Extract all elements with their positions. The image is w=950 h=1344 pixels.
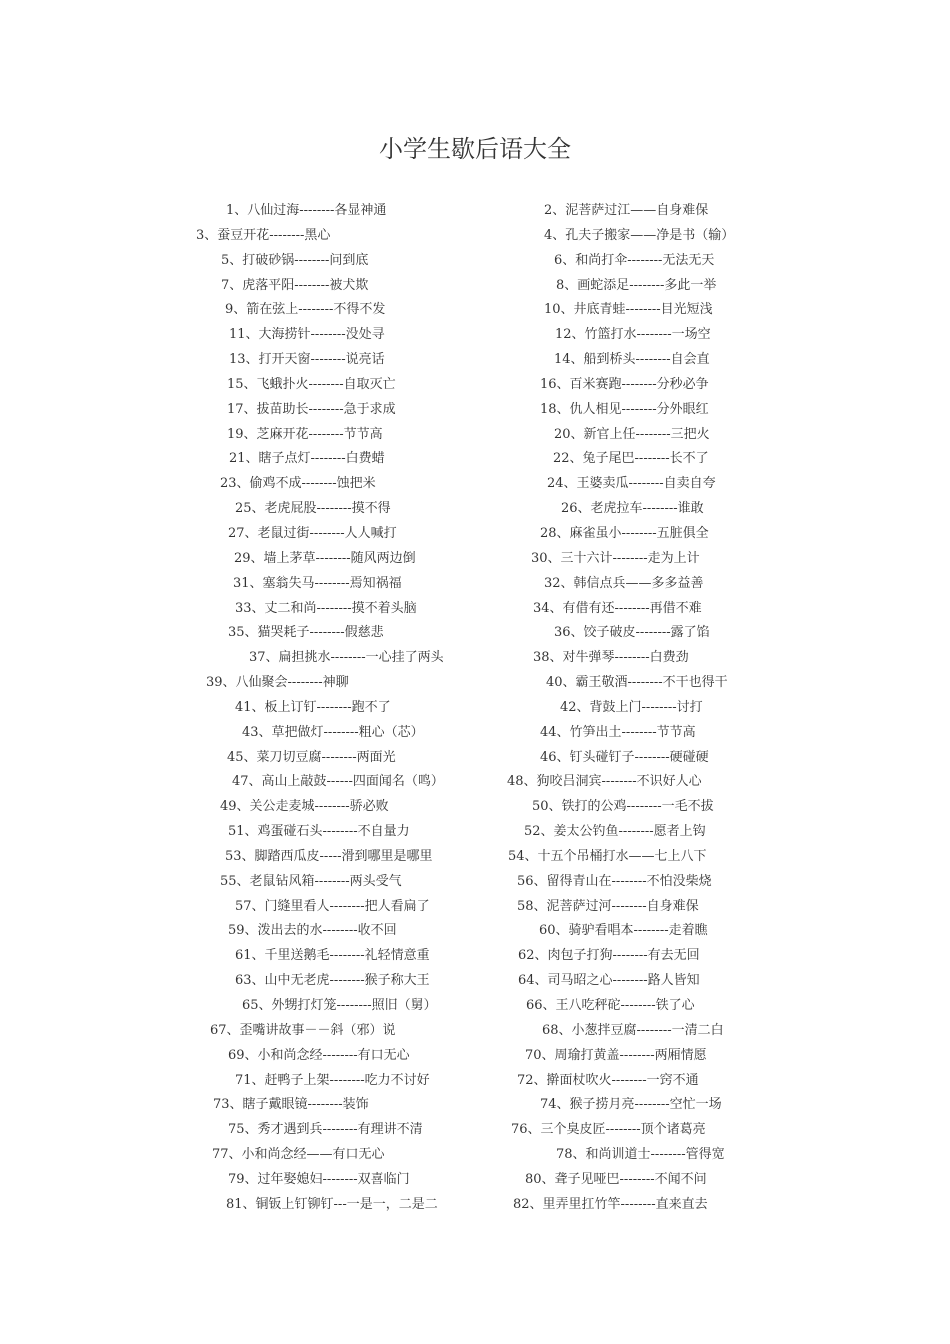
entry-row (0, 1093, 950, 1118)
entry-row (0, 671, 950, 696)
entry-row (0, 944, 950, 969)
proverb-entry-right: 32、韩信点兵——多多益善 (544, 575, 704, 591)
proverb-entry-left: 79、过年娶媳妇--------双喜临门 (228, 1171, 410, 1187)
entry-row (0, 373, 950, 398)
entry-row (0, 472, 950, 497)
proverb-entry-right: 30、三十六计--------走为上计 (531, 550, 700, 566)
proverb-entry-right: 38、对牛弹琴--------白费劲 (533, 650, 689, 666)
proverb-entry-right: 56、留得青山在--------不怕没柴烧 (517, 873, 712, 889)
proverb-entry-right: 80、聋子见哑巴--------不闻不问 (525, 1171, 707, 1187)
entry-row (0, 795, 950, 820)
proverb-entry-right: 10、井底青蛙--------目光短浅 (544, 302, 713, 318)
proverb-entry-left: 7、虎落平阳--------被犬欺 (221, 277, 369, 293)
entry-row (0, 1168, 950, 1193)
proverb-entry-left: 55、老鼠钻风箱--------两头受气 (220, 873, 402, 889)
entry-row (0, 323, 950, 348)
proverb-entry-left: 45、菜刀切豆腐--------两面光 (227, 749, 396, 765)
proverb-entry-right: 22、兔子尾巴--------长不了 (553, 451, 709, 467)
proverb-entry-right: 70、周瑜打黄盖--------两厢情愿 (525, 1047, 707, 1063)
proverb-entry-right: 8、画蛇添足--------多此一举 (556, 277, 717, 293)
entry-row (0, 870, 950, 895)
proverb-entry-right: 74、猴子捞月亮--------空忙一场 (540, 1097, 722, 1113)
proverb-list (0, 199, 950, 1218)
proverb-entry-right: 52、姜太公钓鱼--------愿者上钩 (524, 824, 706, 840)
entry-row (0, 621, 950, 646)
proverb-entry-left: 53、脚踏西瓜皮-----滑到哪里是哪里 (225, 848, 433, 864)
proverb-entry-right: 68、小葱拌豆腐--------一清二白 (542, 1022, 724, 1038)
proverb-entry-left: 3、蚕豆开花--------黑心 (196, 227, 331, 243)
entry-row (0, 820, 950, 845)
proverb-entry-left: 31、塞翁失马--------焉知祸福 (233, 575, 402, 591)
proverb-entry-left: 49、关公走麦城--------骄必败 (220, 799, 389, 815)
proverb-entry-right: 44、竹笋出土--------节节高 (540, 724, 696, 740)
entry-row (0, 646, 950, 671)
proverb-entry-left: 75、秀才遇到兵--------有理讲不清 (228, 1122, 423, 1138)
entry-row (0, 298, 950, 323)
entry-row (0, 994, 950, 1019)
proverb-entry-left: 23、偷鸡不成--------蚀把米 (220, 476, 376, 492)
proverb-entry-right: 66、王八吃秤砣--------铁了心 (526, 998, 695, 1013)
proverb-entry-right: 6、和尚打伞--------无法无天 (554, 252, 715, 268)
proverb-entry-left: 61、千里送鹅毛--------礼轻情意重 (235, 948, 430, 964)
proverb-entry-right: 40、霸王敬酒--------不干也得干 (546, 675, 728, 691)
entry-row (0, 497, 950, 522)
proverb-entry-right: 36、饺子破皮--------露了馅 (554, 625, 710, 641)
page-title: 小学生歇后语大全 (379, 135, 571, 163)
entry-row (0, 1143, 950, 1168)
proverb-entry-right: 78、和尚训道士--------管得宽 (556, 1147, 725, 1163)
proverb-entry-right: 26、老虎拉车--------谁敢 (561, 501, 704, 517)
proverb-entry-left: 25、老虎屁股--------摸不得 (235, 501, 391, 517)
entry-row (0, 572, 950, 597)
proverb-entry-left: 35、猫哭耗子--------假慈悲 (228, 625, 384, 641)
proverb-entry-left: 51、鸡蛋碰石头--------不自量力 (228, 824, 410, 840)
proverb-entry-left: 15、飞蛾扑火--------自取灭亡 (227, 376, 396, 392)
proverb-entry-right: 82、里弄里扛竹竿--------直来直去 (513, 1196, 708, 1212)
proverb-entry-right: 4、孔夫子搬家——净是书（输） (544, 227, 735, 243)
entry-row (0, 895, 950, 920)
proverb-entry-right: 34、有借有还--------再借不难 (533, 600, 702, 616)
proverb-entry-left: 37、扁担挑水--------一心挂了两头 (249, 650, 444, 666)
entry-row (0, 249, 950, 274)
proverb-entry-left: 69、小和尚念经--------有口无心 (228, 1047, 410, 1063)
entry-row (0, 721, 950, 746)
proverb-entry-right: 2、泥菩萨过江——自身难保 (544, 203, 709, 218)
entry-row (0, 746, 950, 771)
proverb-entry-right: 64、司马昭之心--------路人皆知 (518, 973, 700, 989)
entry-row (0, 1019, 950, 1044)
proverb-entry-left: 65、外甥打灯笼--------照旧（舅） (242, 998, 437, 1013)
proverb-entry-right: 50、铁打的公鸡--------一毛不拔 (532, 799, 714, 815)
proverb-entry-left: 63、山中无老虎--------猴子称大王 (235, 973, 430, 989)
proverb-entry-left: 5、打破砂锅--------问到底 (221, 252, 369, 268)
entry-row (0, 348, 950, 373)
proverb-entry-right: 72、擀面杖吹火--------一窍不通 (517, 1072, 699, 1088)
proverb-entry-left: 1、八仙过海--------各显神通 (226, 203, 387, 218)
proverb-entry-right: 76、三个臭皮匠--------顶个诸葛亮 (511, 1122, 706, 1138)
entry-row (0, 199, 950, 224)
entry-row (0, 1044, 950, 1069)
proverb-entry-left: 47、高山上敲鼓------四面闻名（鸣） (232, 774, 444, 790)
proverb-entry-left: 57、门缝里看人--------把人看扁了 (235, 898, 430, 914)
proverb-entry-left: 11、大海捞针--------没处寻 (229, 327, 385, 343)
entry-row (0, 274, 950, 299)
proverb-entry-left: 41、板上订钉--------跑不了 (235, 699, 391, 715)
proverb-entry-right: 46、钉头碰钉子--------硬碰硬 (540, 749, 709, 765)
proverb-entry-left: 21、瞎子点灯--------白费蜡 (229, 451, 385, 467)
proverb-entry-left: 17、拔苗助长--------急于求成 (227, 401, 396, 417)
proverb-entry-right: 16、百米赛跑--------分秒必争 (540, 376, 709, 392)
entry-row (0, 845, 950, 870)
entry-row (0, 597, 950, 622)
proverb-entry-left: 77、小和尚念经——有口无心 (212, 1147, 385, 1163)
proverb-entry-right: 14、船到桥头--------自会直 (554, 352, 710, 368)
proverb-entry-left: 19、芝麻开花--------节节高 (227, 426, 383, 442)
entry-row (0, 398, 950, 423)
proverb-entry-left: 71、赶鸭子上架--------吃力不讨好 (235, 1072, 430, 1088)
proverb-entry-left: 27、老鼠过街--------人人喊打 (228, 525, 397, 541)
entry-row (0, 770, 950, 795)
proverb-entry-right: 60、骑驴看唱本--------走着瞧 (539, 923, 708, 939)
entry-row (0, 919, 950, 944)
proverb-entry-left: 29、墙上茅草--------随风两边倒 (234, 550, 416, 566)
proverb-entry-left: 9、箭在弦上--------不得不发 (225, 302, 386, 318)
entry-row (0, 969, 950, 994)
proverb-entry-right: 58、泥菩萨过河--------自身难保 (517, 898, 699, 914)
entry-row (0, 547, 950, 572)
proverb-entry-right: 12、竹篮打水--------一场空 (555, 327, 711, 343)
proverb-entry-right: 28、麻雀虽小--------五脏俱全 (540, 525, 709, 541)
entry-row (0, 696, 950, 721)
entry-row (0, 1193, 950, 1218)
entry-row (0, 224, 950, 249)
proverb-entry-right: 24、王婆卖瓜--------自卖自夸 (547, 476, 716, 492)
entry-row (0, 447, 950, 472)
proverb-entry-right: 18、仇人相见--------分外眼红 (540, 401, 709, 417)
proverb-entry-right: 62、肉包子打狗--------有去无回 (518, 948, 700, 964)
proverb-entry-left: 73、瞎子戴眼镜--------装饰 (213, 1097, 369, 1113)
proverb-entry-right: 54、十五个吊桶打水——七上八下 (508, 848, 707, 864)
proverb-entry-left: 43、草把做灯--------粗心（芯） (242, 724, 424, 740)
entry-row (0, 522, 950, 547)
proverb-entry-left: 81、铜钣上钉铆钉---一是一，二是二 (226, 1196, 438, 1212)
entry-row (0, 423, 950, 448)
proverb-entry-right: 48、狗咬吕洞宾--------不识好人心 (507, 774, 702, 790)
entry-row (0, 1069, 950, 1094)
proverb-entry-left: 67、歪嘴讲故事－－斜（邪）说 (210, 1022, 396, 1038)
proverb-entry-left: 39、八仙聚会--------神聊 (206, 675, 349, 691)
proverb-entry-right: 20、新官上任--------三把火 (554, 426, 710, 442)
proverb-entry-left: 59、泼出去的水--------收不回 (228, 923, 397, 939)
proverb-entry-right: 42、背鼓上门--------讨打 (560, 699, 703, 715)
entry-row (0, 1118, 950, 1143)
proverb-entry-left: 13、打开天窗--------说亮话 (229, 352, 385, 368)
proverb-entry-left: 33、丈二和尚--------摸不着头脑 (235, 600, 417, 616)
